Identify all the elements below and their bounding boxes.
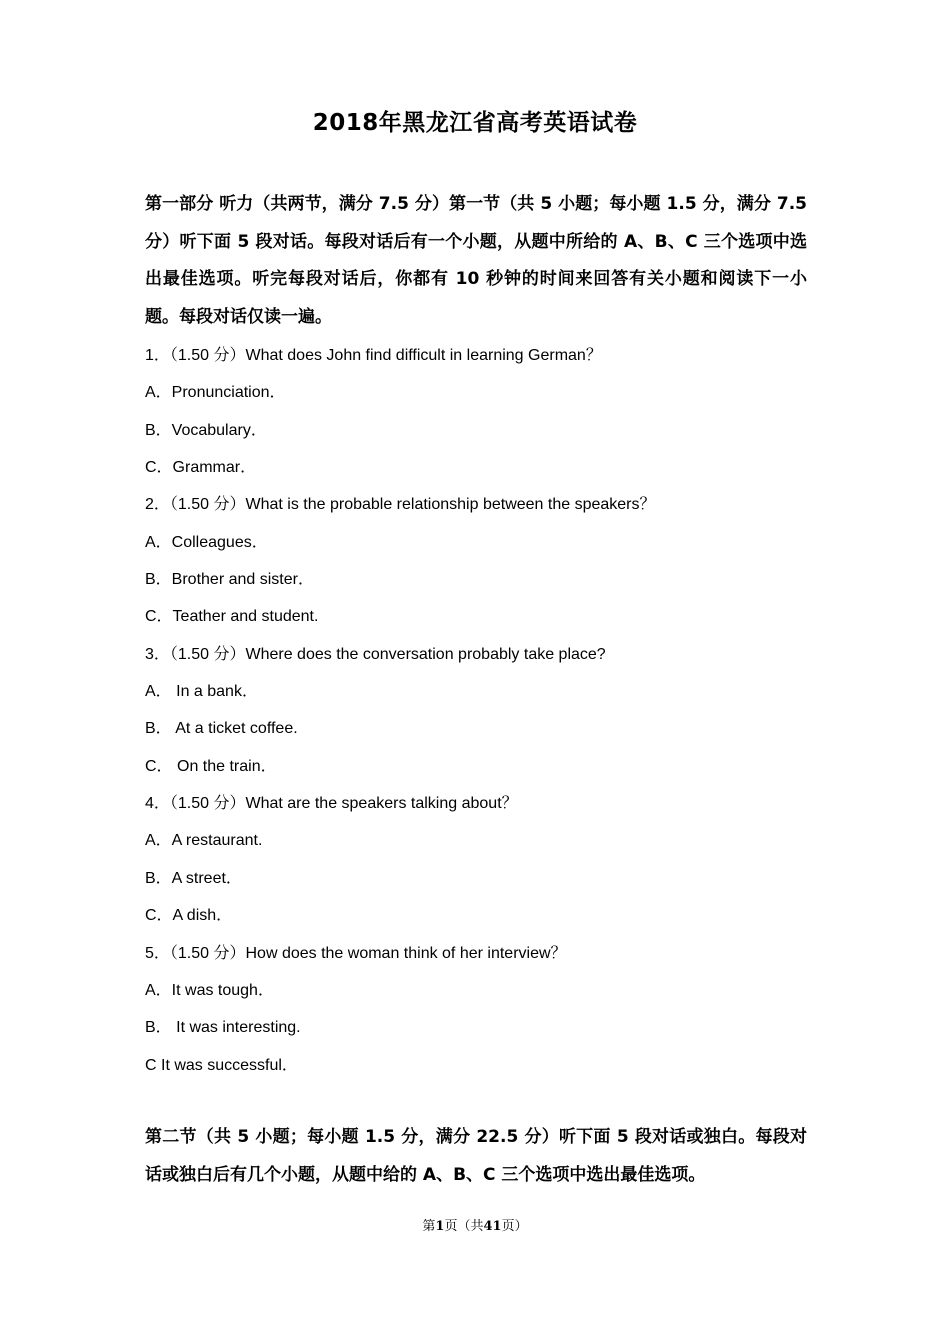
question-3-option-a: A． In a bank． xyxy=(145,683,258,701)
part1-instructions: 第一部分 听力（共两节，满分 7.5 分）第一节（共 5 小题；每小题 1.5 分，满分 7.5 分）听下面 5 段对话。每段对话后有一个小题，从题中所给的 A、B、C 三个选项中选出最佳选项。听完每段对话后，你都有 10 秒钟的时间来回答有关小题和阅读下一小题。每段对话仅读一遍。 xyxy=(145,194,807,327)
question-list xyxy=(145,337,807,1084)
footer-total-pages: 41 xyxy=(483,1219,502,1234)
footer-prefix: 第 xyxy=(422,1219,436,1234)
question-4-option-a: A．A restaurant. xyxy=(145,832,263,850)
page-title: 2018年黑龙江省高考英语试卷 xyxy=(312,110,638,136)
question-4-option-c: C．A dish． xyxy=(145,907,233,925)
page-footer xyxy=(0,1215,950,1234)
question-3-stem: 3．（1.50 分）Where does the conversation probably take place? xyxy=(145,645,606,663)
question-4-option-b: B．A street． xyxy=(145,869,242,887)
part2-instructions: 第二节（共 5 小题；每小题 1.5 分，满分 22.5 分）听下面 5 段对话或独白。每段对话或独白后有几个小题，从题中给的 A、B、C 三个选项中选出最佳选项。 xyxy=(145,1127,807,1185)
question-4-stem: 4．（1.50 分）What are the speakers talking about？ xyxy=(145,795,518,813)
question-1-option-c: C．Grammar． xyxy=(145,459,257,477)
question-2-stem: 2．（1.50 分）What is the probable relationship between the speakers？ xyxy=(145,496,656,514)
question-2-option-a: A．Colleagues． xyxy=(145,533,268,551)
footer-page-number: 1 xyxy=(435,1219,445,1234)
question-1-stem: 1．（1.50 分）What does John find difficult in learning German？ xyxy=(145,347,602,364)
question-2-option-c: C．Teather and student. xyxy=(145,608,319,626)
footer-suffix: 页） xyxy=(501,1219,528,1234)
question-5-stem: 5．（1.50 分）How does the woman think of her interview？ xyxy=(145,944,567,962)
question-1-option-b: B．Vocabulary． xyxy=(145,421,267,439)
question-5-option-b: B． It was interesting. xyxy=(145,1019,301,1037)
question-1-option-a: A．Pronunciation． xyxy=(145,384,286,402)
footer-middle: 页（共 xyxy=(444,1219,484,1234)
question-5-option-a: A．It was tough． xyxy=(145,981,274,999)
question-5-option-c: C It was successful． xyxy=(145,1056,298,1074)
question-2-option-b: B．Brother and sister． xyxy=(145,571,314,589)
question-3-option-c: C． On the train． xyxy=(145,757,277,775)
question-3-option-b: B． At a ticket coffee. xyxy=(145,720,298,738)
